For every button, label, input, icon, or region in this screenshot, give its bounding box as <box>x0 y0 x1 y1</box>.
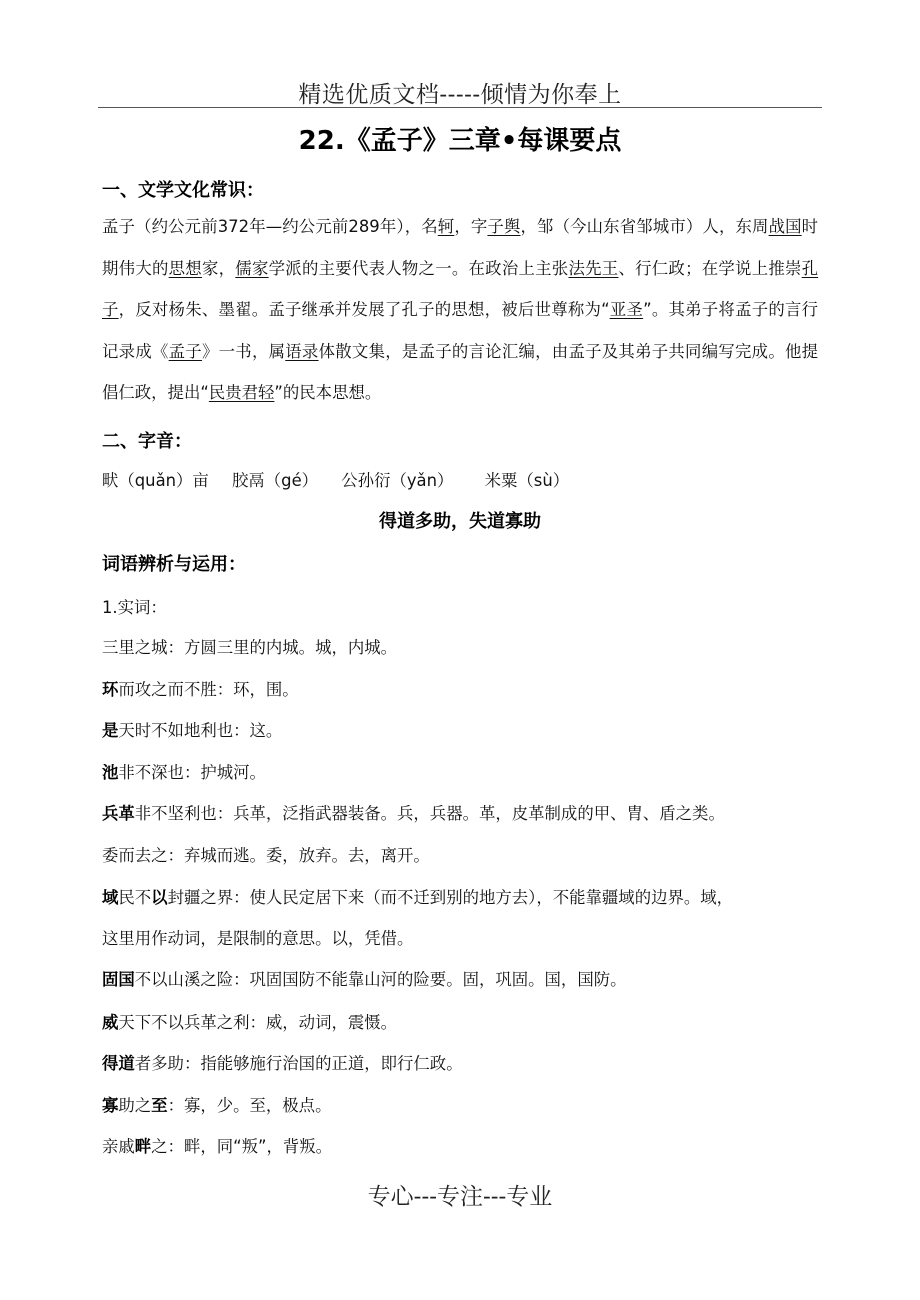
keyword: 威 <box>102 1013 119 1032</box>
underlined-term: 语录 <box>285 341 319 361</box>
text-run: 》一书，属 <box>201 341 286 361</box>
section-heading-pronunciation: 二、字音： <box>102 431 192 452</box>
literature-paragraph <box>102 206 818 414</box>
definition: 助之 <box>118 1096 152 1115</box>
underlined-term: 轲 <box>437 217 455 236</box>
vocab-line <box>102 925 822 949</box>
underlined-term: 思想 <box>168 258 202 278</box>
vocab-subheading: 1.实词： <box>102 598 167 617</box>
definition: 不以山溪之险：巩固国防不能靠山河的险要。固，巩固。国，国防。 <box>134 970 627 989</box>
keyword: 以 <box>151 888 168 907</box>
page-title: 22.《孟子》三章•每课要点 <box>298 126 622 156</box>
underlined-term: 亚圣 <box>609 300 644 319</box>
vocab-line <box>102 759 822 783</box>
underlined-term: 孟子 <box>168 341 202 361</box>
vocab-line <box>102 717 822 741</box>
definition: 非不坚利也：兵革，泛指武器装备。兵，兵器。革，皮革制成的甲、胄、盾之类。 <box>134 804 725 823</box>
text-run: 体散文集，是孟子的言论汇编，由孟子及其弟子共同编写完成。他提倡仁政，提出“ <box>102 341 819 402</box>
text-run: ，邹（今山东省邹城市）人，东周 <box>520 217 769 236</box>
pronunciation-list <box>102 467 822 491</box>
definition: 民不 <box>118 888 152 907</box>
vocab-line <box>102 842 822 866</box>
keyword: 得道 <box>102 1054 135 1073</box>
keyword: 至 <box>151 1096 168 1115</box>
underlined-term: 儒家 <box>235 258 269 278</box>
definition: 天时不如地利也：这。 <box>118 721 283 740</box>
vocab-line <box>102 676 822 700</box>
vocab-line <box>102 884 822 908</box>
vocab-line <box>102 634 822 658</box>
text-run: ”的民本思想。 <box>274 383 382 402</box>
vocab-line <box>102 966 822 990</box>
keyword: 是 <box>102 721 119 740</box>
definition: 委而去之：弃城而逃。委，放弃。去，离开。 <box>102 846 430 865</box>
section-heading-literature: 一、文学文化常识： <box>102 180 264 201</box>
underlined-term: 战国 <box>768 217 802 236</box>
keyword: 寡 <box>102 1096 119 1115</box>
page-footer: 专心---专注---专业 <box>367 1184 553 1210</box>
underlined-term: 孔子 <box>102 258 819 319</box>
definition: 非不深也：护城河。 <box>118 763 266 782</box>
definition: 天下不以兵革之利：威，动词，震慑。 <box>118 1013 398 1032</box>
definition: 亲戚 <box>102 1137 135 1156</box>
text-run: 、行仁政；在学说上推崇 <box>618 258 802 278</box>
definition: 三里之城：方圆三里的内城。城，内城。 <box>102 638 398 657</box>
underlined-term: 民贵君轻 <box>208 383 275 402</box>
pronunciation-item: 米粟（sù） <box>484 471 570 490</box>
definition: ：寡，少。至，极点。 <box>167 1096 332 1115</box>
underlined-term: 法先王 <box>568 258 619 278</box>
page-header: 精选优质文档-----倾情为你奉上 <box>298 82 622 108</box>
header-divider <box>98 107 822 108</box>
vocab-line <box>102 1009 822 1033</box>
text-run: ”。其弟子将孟子的言行记录成《 <box>102 300 819 361</box>
keyword: 固国 <box>102 970 135 989</box>
underlined-term: 子舆 <box>487 217 521 236</box>
vocab-line <box>102 1092 822 1116</box>
vocab-line <box>102 1133 822 1157</box>
text-run: 家， <box>201 258 236 278</box>
definition: 之：畔，同“叛”，背叛。 <box>151 1137 333 1156</box>
vocab-line <box>102 800 822 824</box>
keyword: 域 <box>102 888 119 907</box>
vocab-line <box>102 1050 822 1074</box>
definition: 封疆之界：使人民定居下来（而不迁到别的地方去），不能靠疆域的边界。域， <box>167 888 734 907</box>
pronunciation-item: 胶鬲（gé） <box>232 471 319 490</box>
vocab-heading: 词语辨析与运用： <box>102 554 246 575</box>
text-run: 时期伟大的 <box>102 217 819 278</box>
definition: 这里用作动词，是限制的意思。以，凭借。 <box>102 929 414 948</box>
pronunciation-item: 公孙衍（yǎn） <box>341 471 454 490</box>
keyword: 环 <box>102 680 119 699</box>
text-run: 学派的主要代表人物之一。在政治上主张 <box>268 258 569 278</box>
keyword: 池 <box>102 763 119 782</box>
text-run: 孟子（约公元前372年—约公元前289年），名 <box>102 217 438 236</box>
pronunciation-item: 畎（quǎn）亩 <box>102 471 209 490</box>
text-run: ，反对杨朱、墨翟。孟子继承并发展了孔子的思想，被后世尊称为“ <box>118 300 610 319</box>
keyword: 畔 <box>134 1137 152 1156</box>
definition: 而攻之而不胜：环，围。 <box>118 680 299 699</box>
passage-title: 得道多助，失道寡助 <box>379 511 541 532</box>
keyword: 兵革 <box>102 804 135 823</box>
definition: 者多助：指能够施行治国的正道，即行仁政。 <box>134 1054 463 1073</box>
text-run: ，字 <box>454 217 488 236</box>
